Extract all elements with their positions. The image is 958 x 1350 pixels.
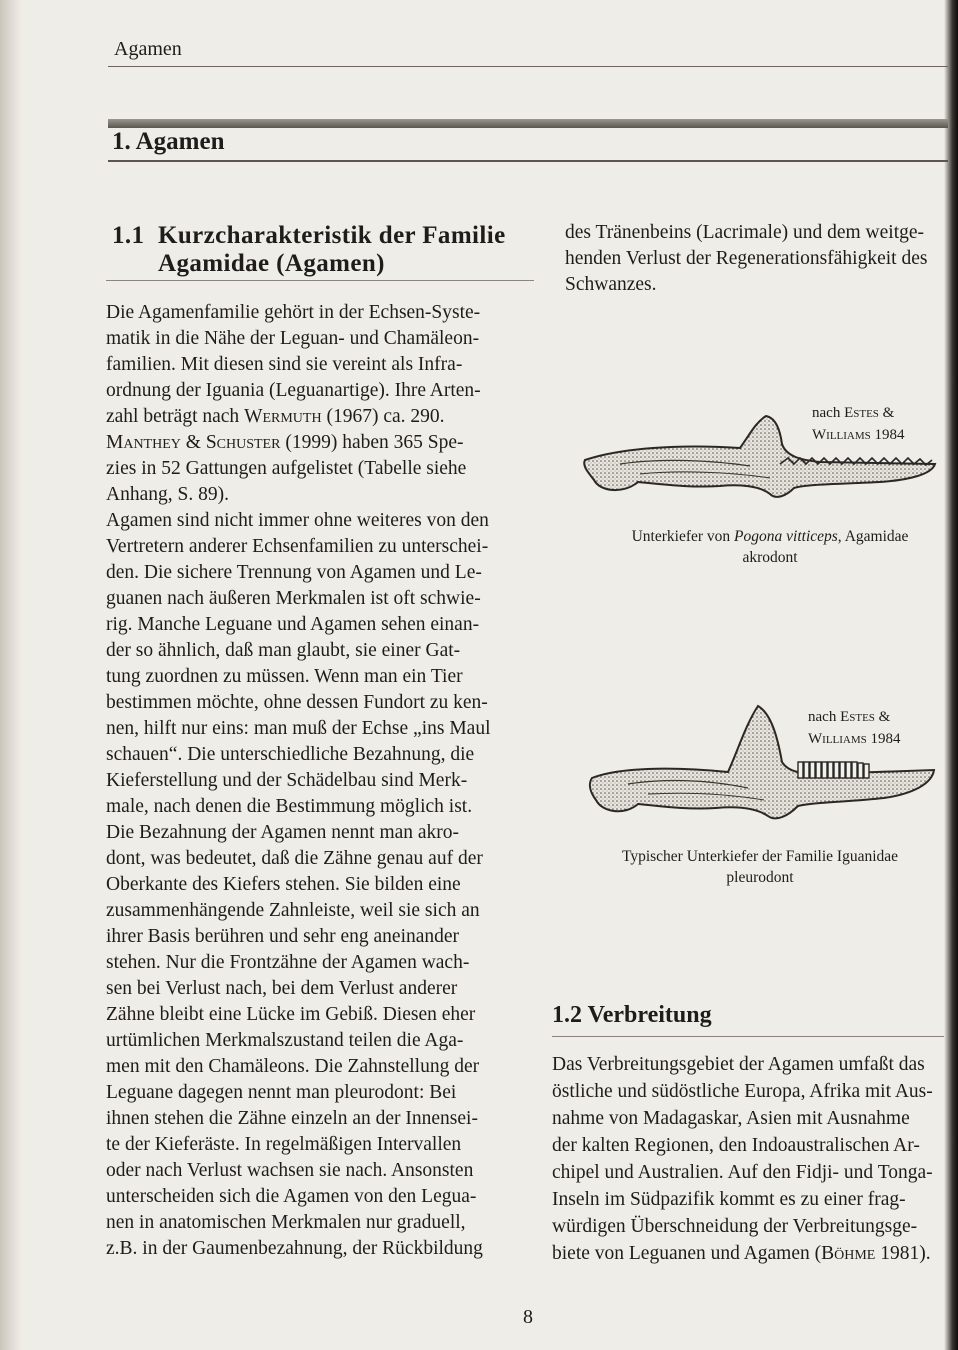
body-line: sen bei Verlust nach, bei dem Verlust anderer xyxy=(106,978,458,999)
body-line: men mit den Chamäleons. Die Zahnstellung der xyxy=(106,1056,480,1077)
body-text: & xyxy=(180,432,206,453)
body-line: Zähne bleibt eine Lücke im Gebiß. Diesen eher xyxy=(106,1004,476,1025)
body-line: zusammenhängende Zahnleiste, weil sie sich an xyxy=(106,900,480,921)
body-line: stehen. Nur die Frontzähne der Agamen wach- xyxy=(106,952,470,973)
body-text: 1981). xyxy=(875,1243,931,1264)
jaw-acrodont-illustration xyxy=(580,408,940,508)
body-line: schauen“. Die unterschiedliche Bezahnung, die xyxy=(106,744,475,765)
body-line: guanen nach äußeren Merkmalen ist oft schwie- xyxy=(106,588,481,609)
body-line: der kalten Regionen, den Indoaustralischen Ar- xyxy=(552,1135,920,1156)
body-line: henden Verlust der Regenerationsfähigkeit des xyxy=(565,248,928,269)
section-1-1-title-line2: Agamidae (Agamen) xyxy=(158,250,385,277)
body-line: Leguane dagegen nennt man pleurodont: Bei xyxy=(106,1082,457,1103)
body-text: (1999) haben 365 Spe- xyxy=(280,432,464,453)
body-line: ihrer Basis berühren und sehr eng aneinander xyxy=(106,926,460,947)
body-line: dont, was bedeutet, daß die Zähne genau auf der xyxy=(106,848,483,869)
body-line: Die Bezahnung der Agamen nennt man akro- xyxy=(106,822,460,843)
credit-text: & xyxy=(878,405,895,421)
body-line xyxy=(552,1240,942,1267)
body-line: nen in anatomischen Merkmalen nur graduell, xyxy=(106,1212,466,1233)
figure-1-caption xyxy=(600,526,940,568)
body-line: urtümlichen Merkmalszustand teilen die Aga- xyxy=(106,1030,464,1051)
body-text: zahl beträgt nach xyxy=(106,406,245,427)
body-line: Das Verbreitungsgebiet der Agamen umfaßt das xyxy=(552,1054,925,1075)
body-line: Agamen sind nicht immer ohne weiteres von den xyxy=(106,510,489,531)
body-line: nen, hilft nur eins: man muß der Echse „ins Maul xyxy=(106,718,491,739)
body-line: Schwanzes. xyxy=(565,274,657,295)
body-line: der so ähnlich, daß man glaubt, sie einer Gat- xyxy=(106,640,461,661)
body-left-column xyxy=(106,300,530,1262)
section-1-1-title-line1: Kurzcharakteristik der Familie xyxy=(158,222,506,249)
jaw-pleurodont-illustration xyxy=(588,700,940,830)
author-name: Manthey xyxy=(106,432,181,453)
body-line: oder nach Verlust wachsen sie nach. Ansonsten xyxy=(106,1160,474,1181)
caption-text: pleurodont xyxy=(726,869,794,886)
page-number: 8 xyxy=(523,1306,533,1328)
chapter-bar-bottom xyxy=(108,160,948,162)
body-line xyxy=(106,430,530,456)
body-line: des Tränenbeins (Lacrimale) und dem weitge- xyxy=(565,222,925,243)
caption-text: akrodont xyxy=(742,549,798,566)
caption-text: Unterkiefer von xyxy=(631,528,735,545)
body-line: rig. Manche Leguane und Agamen sehen einan- xyxy=(106,614,480,635)
body-line: den. Die sichere Trennung von Agamen und Le- xyxy=(106,562,482,583)
caption-text: Typischer Unterkiefer der Familie Iguanidae xyxy=(621,848,899,865)
body-line: unterscheiden sich die Agamen von den Legua- xyxy=(106,1186,477,1207)
author-name: Estes xyxy=(844,405,879,421)
header-rule xyxy=(108,66,948,67)
body-text: (1967) ca. 290. xyxy=(321,406,445,427)
body-line: Die Agamenfamilie gehört in der Echsen-Syste- xyxy=(106,302,481,323)
body-right-column-bottom xyxy=(552,1051,942,1267)
credit-text: nach xyxy=(808,709,841,725)
author-name: Schuster xyxy=(205,432,281,453)
body-line: bestimmen möchte, ohne dessen Fundort zu ken- xyxy=(106,692,488,713)
species-name: Pogona vitticeps xyxy=(734,528,838,545)
body-line: chipel und Australien. Auf den Fidji- und Tonga- xyxy=(552,1162,933,1183)
section-1-2-title: 1.2 Verbreitung xyxy=(552,1002,712,1028)
body-line: östliche und südöstliche Europa, Afrika mit Aus- xyxy=(552,1081,933,1102)
body-line: familien. Mit diesen sind sie vereint als Infra- xyxy=(106,354,463,375)
author-name: Estes xyxy=(840,709,875,725)
body-right-column-top xyxy=(565,220,951,298)
body-line: Inseln im Südpazifik kommt es zu einer frag- xyxy=(552,1189,906,1210)
section-1-2-rule xyxy=(552,1036,944,1037)
body-line: Oberkante des Kiefers stehen. Sie bilden eine xyxy=(106,874,461,895)
running-head: Agamen xyxy=(114,38,182,60)
chapter-bar-top xyxy=(108,119,948,128)
author-name: Böhme xyxy=(821,1243,876,1264)
chapter-title: 1. Agamen xyxy=(112,128,225,155)
body-line xyxy=(106,404,530,430)
credit-text: 1984 xyxy=(870,427,905,443)
body-text: biete von Leguanen und Agamen ( xyxy=(552,1243,822,1264)
body-line: Vertretern anderer Echsenfamilien zu unterschei- xyxy=(106,536,489,557)
body-line: zies in 52 Gattungen aufgelistet (Tabelle siehe xyxy=(106,458,467,479)
body-line: würdigen Überschneidung der Verbreitungsge- xyxy=(552,1216,918,1237)
section-1-1-rule xyxy=(106,280,534,281)
body-line: ihnen stehen die Zähne einzeln an der Innensei- xyxy=(106,1108,478,1129)
section-1-1-number: 1.1 xyxy=(112,222,145,249)
credit-text: nach xyxy=(812,405,845,421)
author-name: Wermuth xyxy=(244,406,322,427)
body-line: z.B. in der Gaumenbezahnung, der Rückbildung xyxy=(106,1238,483,1259)
body-line: tung zuordnen zu müssen. Wenn man ein Tier xyxy=(106,666,463,687)
book-spine-shadow xyxy=(0,0,22,1350)
figure-2-caption xyxy=(595,846,925,888)
body-line: Anhang, S. 89). xyxy=(106,484,229,505)
credit-text: 1984 xyxy=(866,731,901,747)
body-line: nahme von Madagaskar, Asien mit Ausnahme xyxy=(552,1108,910,1129)
body-line: Kieferstellung und der Schädelbau sind Merk- xyxy=(106,770,468,791)
credit-text: & xyxy=(874,709,891,725)
body-line: ordnung der Iguania (Leguanartige). Ihre Arten- xyxy=(106,380,481,401)
caption-text: , Agamidae xyxy=(837,528,909,545)
body-line: matik in die Nähe der Leguan- und Chamäleon- xyxy=(106,328,480,349)
body-line: te der Kieferäste. In regelmäßigen Intervallen xyxy=(106,1134,462,1155)
page-edge-shadow xyxy=(944,0,958,1350)
author-name: Williams xyxy=(812,427,871,443)
body-line: male, nach denen die Bestimmung möglich ist. xyxy=(106,796,473,817)
author-name: Williams xyxy=(808,731,867,747)
